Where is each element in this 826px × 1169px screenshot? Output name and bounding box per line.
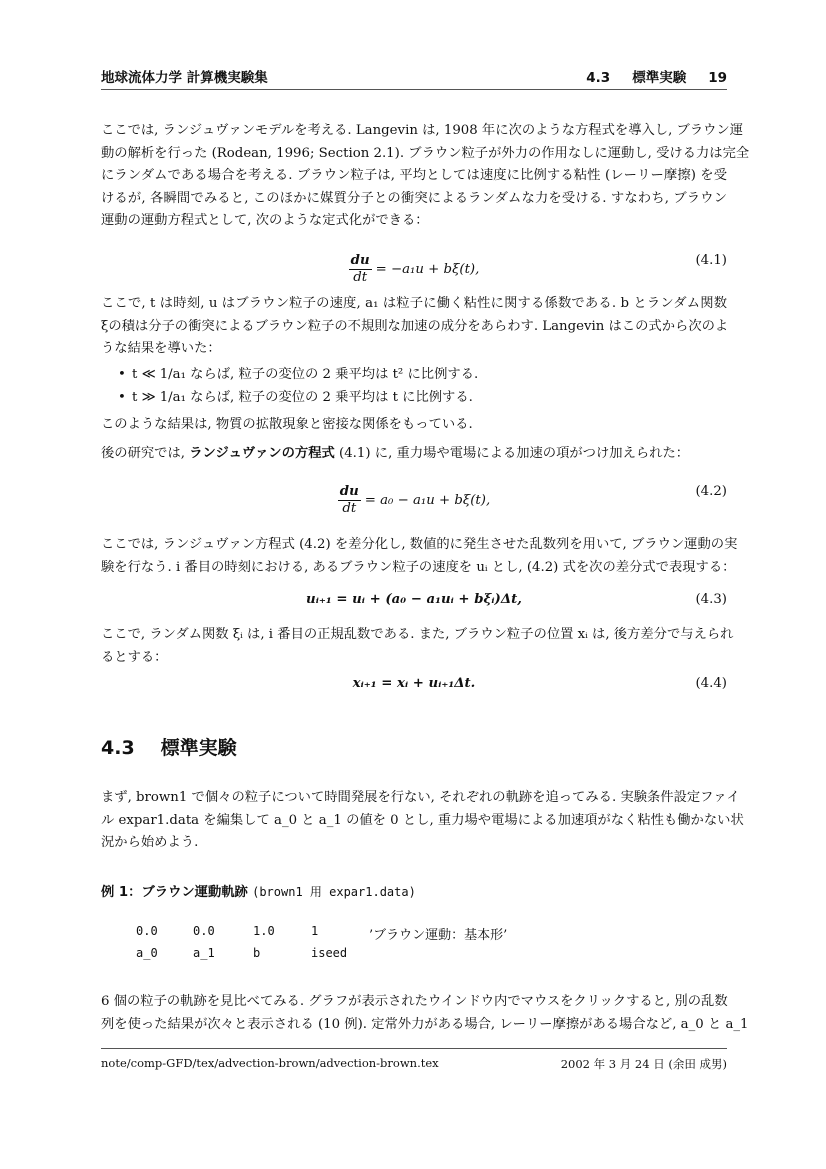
equation-4-1: $\frac{du}{dt}$ = −a₁u + bξ(t), (4.1) (350, 253, 727, 285)
bullet-item: • t ≫ 1/a₁ ならば, 粒子の変位の 2 乗平均は t に比例する. (118, 387, 478, 410)
paragraph-1 (101, 120, 750, 233)
text-line: ここでは, ランジュヴァン方程式 (4.2) を差分化し, 数値的に発生させた乱数列を用いて, ブラウン運動の実 (101, 537, 738, 552)
page-number: 19 (708, 70, 727, 86)
paragraph-8 (101, 991, 749, 1036)
running-header (101, 66, 727, 86)
text-line: ξの積は分子の衝突によるブラウン粒子の不規則な加速の成分をあらわす. Langevin はこの式から次のよ (101, 318, 729, 334)
text-line: 験を行なう. i 番目の時刻における, あるブラウン粒子の速度を uᵢ とし, (4.2) 式を次の差分式で表現する： (101, 559, 736, 575)
text-line: ル expar1.data を編集して a_0 と a_1 の値を 0 とし, 重力場や電場による加速項がなく粘性も働かない状 (101, 812, 744, 828)
equation-4-3: uᵢ₊₁ = uᵢ + (a₀ − a₁uᵢ + bξᵢ)Δt, (4.3) (306, 592, 727, 607)
section-heading: 4.3 標準実験 (101, 737, 237, 759)
text-line: 6 個の粒子の軌跡を見比べてみる. グラフが表示されたウインドウ内でマウスをクリックすると, 別の乱数 (101, 994, 728, 1009)
text-line: ここで, ランダム関数 ξᵢ は, i 番目の正規乱数である. また, ブラウン粒子の位置 xᵢ は, 後方差分で与えられ (101, 627, 734, 642)
equation-4-4: xᵢ₊₁ = xᵢ + uᵢ₊₁Δt. (4.4) (352, 676, 727, 691)
paragraph-4: 後の研究では, ランジュヴァンの方程式 (4.1) に, 重力場や電場による加速の項がつけ加えられた： (101, 446, 690, 461)
paragraph-6 (101, 624, 734, 669)
text-line: ここでは, ランジュヴァンモデルを考える. Langevin は, 1908 年に次のような方程式を導入し, ブラウン運 (101, 123, 744, 138)
paragraph-5 (101, 534, 738, 579)
bullet-icon: • (118, 389, 126, 405)
bullet-item: • t ≪ 1/a₁ ならば, 粒子の変位の 2 乗平均は t² に比例する. (118, 364, 478, 387)
example-heading: 例 1：ブラウン運動軌跡 (brown1 用 expar1.data) (101, 885, 416, 900)
footer-date: 2002 年 3 月 24 日 (余田 成男) (560, 1057, 727, 1071)
text-line: 運動の運動方程式として, 次のような定式化ができる： (101, 213, 429, 229)
bullet-icon: • (118, 367, 126, 382)
header-section-number: 4.3 (586, 70, 611, 86)
footer-rule (101, 1048, 727, 1049)
footer-path: note/comp-GFD/tex/advection-brown/advection-brown.tex (101, 1056, 439, 1070)
paragraph-7 (101, 787, 744, 855)
equation-4-2: $\frac{du}{dt}$ = a₀ − a₁u + bξ(t), (4.2) (339, 484, 727, 516)
text-line: うな結果を導いた： (101, 341, 221, 357)
text-line: まず, brown1 で個々の粒子について時間発展を行ない, それぞれの軌跡を追ってみる. 実験条件設定ファイ (101, 790, 740, 805)
text-line: 動の解析を行った (Rodean, 1996; Section 2.1). ブラウン粒子が外力の作用なしに運動し, 受ける力は完全 (101, 145, 750, 161)
bullet-list (118, 364, 478, 409)
text-line: ここで, t は時刻, u はブラウン粒子の速度, a₁ は粒子に働く粘性に関する係数である. b とランダム関数 (101, 296, 727, 311)
text-line: 列を使った結果が次々と表示される (10 例). 定常外力がある場合, レーリー摩擦がある場合など, a_0 と a_1 (101, 1016, 749, 1032)
paragraph-2 (101, 293, 727, 361)
header-section-title: 標準実験 (632, 70, 687, 86)
text-line: 況から始めよう. (101, 835, 199, 851)
text-line: けるが, 各瞬間でみると, このほかに媒質分子との衝突によるランダムな力を受ける. すなわち, ブラウン (101, 190, 727, 206)
text-line: にランダムである場合を考える. ブラウン粒子は, 平均としては速度に比例する粘性 (レーリー摩擦) を受 (101, 168, 727, 184)
text-line: このような結果は, 物質の拡散現象と密接な関係をもっている. (101, 417, 473, 432)
header-rule (101, 89, 727, 90)
paragraph-3 (101, 414, 727, 437)
footer (101, 1056, 727, 1070)
text-line: るとする： (101, 649, 168, 665)
book-title: 地球流体力学 計算機実験集 (101, 70, 268, 86)
term-langevin-equation: ランジュヴァンの方程式 (189, 446, 335, 461)
